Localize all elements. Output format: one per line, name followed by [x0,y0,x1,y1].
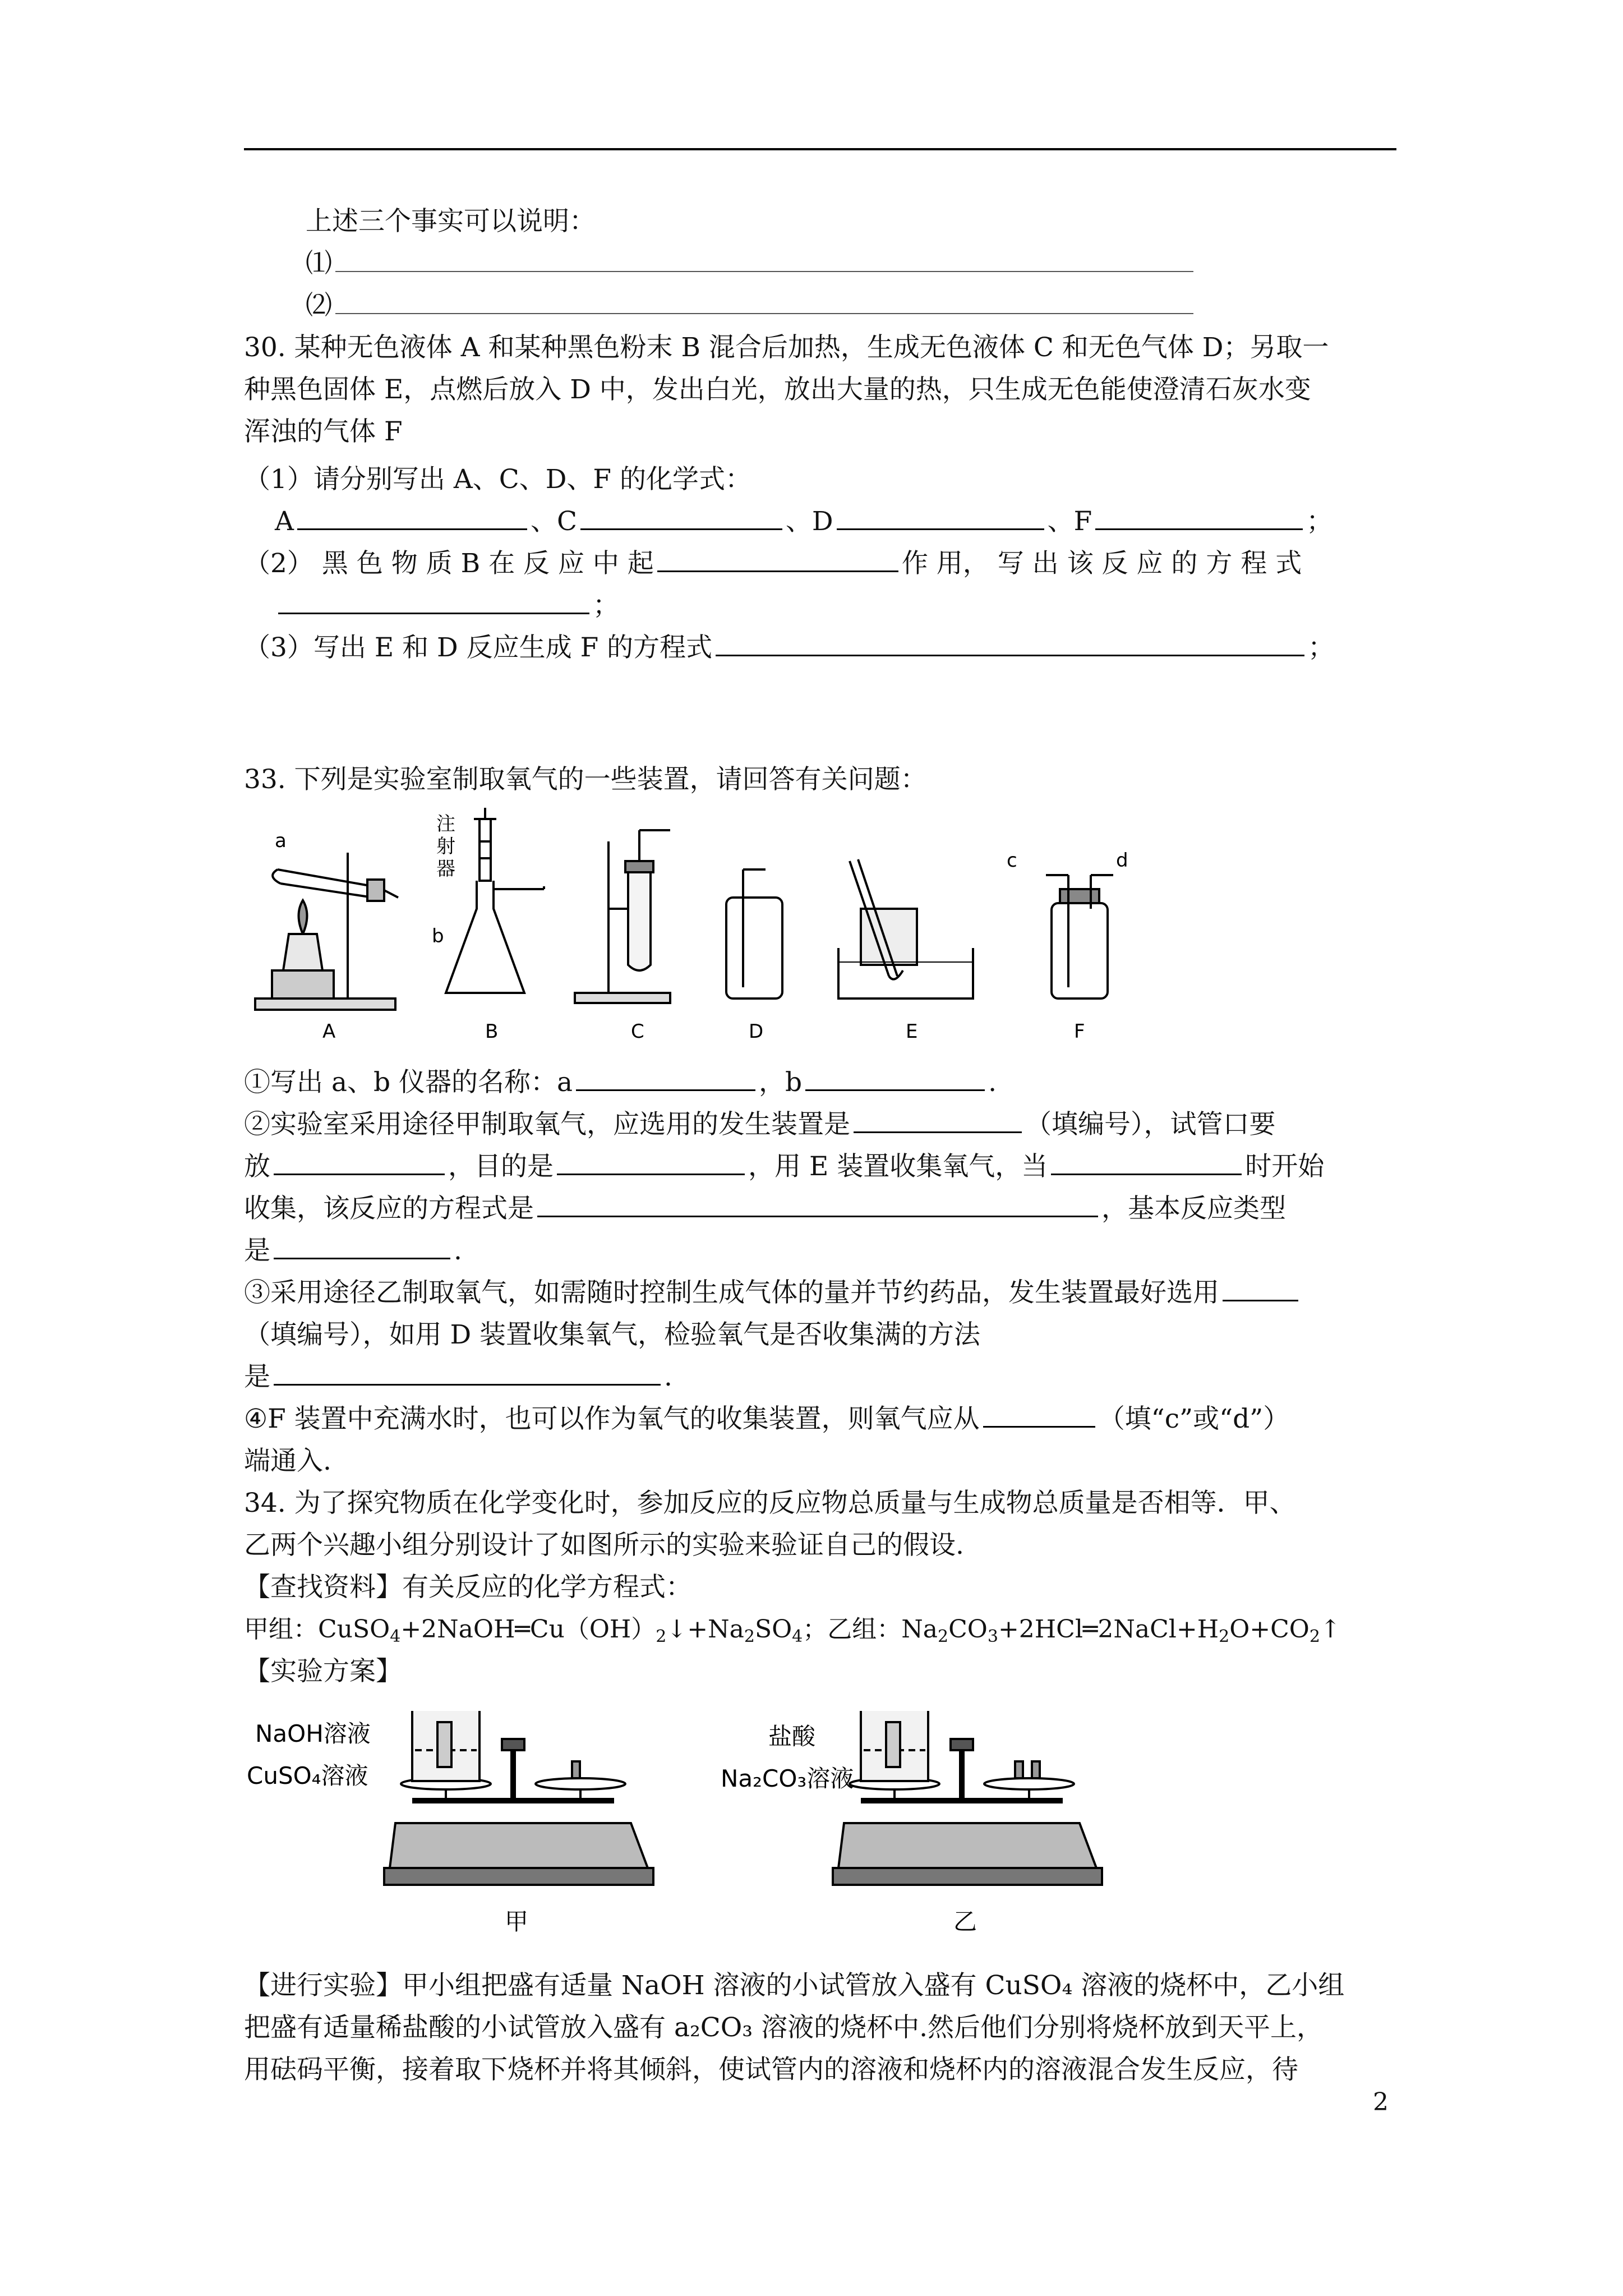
answer-blank[interactable] [805,1066,985,1091]
answer-blank[interactable] [335,247,1193,272]
q30-stem-1: 30. 某种无色液体 A 和某种黑色粉末 B 混合后加热，生成无色液体 C 和无色气体 D；另取一 [244,332,1329,363]
q33-sub-1: ①写出 a、b 仪器的名称：a ，b . [244,1067,997,1098]
caption-c: C [631,1020,644,1043]
apparatus-figure [244,808,1197,1043]
q30-part-3: （3）写出 E 和 D 反应生成 F 的方程式 ； [244,632,1335,663]
q34-experiment-2: 把盛有适量稀盐酸的小试管放入盛有 a₂CO₃ 溶液的烧杯中.然后他们分别将烧杯放到天平上， [244,2012,1324,2043]
q34-experiment-1: 【进行实验】甲小组把盛有适量 NaOH 溶液的小试管放入盛有 CuSO₄ 溶液的烧杯中，乙小组 [244,1970,1345,2001]
answer-blank[interactable] [274,1234,450,1259]
caption-d: D [749,1020,764,1043]
answer-blank-d[interactable] [837,505,1044,530]
label-b: b [432,925,444,947]
answer-blank[interactable] [278,589,589,614]
q33-sub-2-l1: ②实验室采用途径甲制取氧气，应选用的发生装置是 （填编号），试管口要 [244,1109,1276,1140]
apparatus-d [726,869,782,999]
apparatus-f [1046,875,1113,999]
answer-blank[interactable] [983,1402,1095,1428]
answer-blank[interactable] [657,547,898,572]
q30-part-1: （1）请分别写出 A、C、D、F 的化学式： [244,464,751,495]
q33-stem: 33. 下列是实验室制取氧气的一些装置，请回答有关问题： [244,764,927,795]
syringe-char-2: 射 [436,835,455,858]
answer-blank[interactable] [537,1192,1098,1217]
jia-cuso4-label: CuSO₄溶液 [247,1762,368,1789]
header-rule [244,148,1396,150]
intro-text: 上述三个事实可以说明： [306,206,596,237]
answer-blank[interactable] [557,1150,745,1175]
q30-stem-2: 种黑色固体 E，点燃后放入 D 中，发出白光，放出大量的热，只生成无色能使澄清石灰水变 [244,374,1311,405]
yi-na2co3-label: Na₂CO₃溶液 [721,1765,854,1792]
caption-f: F [1074,1020,1085,1043]
answer-blank-a[interactable] [297,505,527,530]
apparatus-c [575,830,670,1003]
balance-yi [833,1711,1102,1885]
yi-caption: 乙 [953,1908,978,1935]
answer-blank-f[interactable] [1095,505,1303,530]
intro-line-1: ⑴ [306,247,1197,280]
page-number: 2 [1373,2088,1389,2116]
label-c: c [1007,849,1017,872]
answer-blank[interactable] [1051,1150,1242,1175]
q34-equations: 甲组：$CuSO_4+2NaOH═Cu(OH)_2↓+Na_2SO_4$；乙组：$Na_2CO_3+2HCl═2NaCl+H_2O+CO_2↑$ [244,1615,1341,1646]
q34-reference-title: 【查找资料】有关反应的化学方程式： [244,1572,692,1603]
syringe-char-1: 注 [436,813,455,835]
label-a: a [275,830,287,852]
q33-sub-2-l3: 收集，该反应的方程式是 ，基本反应类型 [244,1193,1286,1224]
q30-stem-3: 浑浊的气体 F [244,416,403,447]
q34-plan-title: 【实验方案】 [244,1656,402,1687]
balance-jia [384,1711,653,1885]
label-d: d [1116,849,1128,872]
q33-sub-3-l3: 是 . [244,1361,672,1392]
q34-stem-2: 乙两个兴趣小组分别设计了如图所示的实验来验证自己的假设. [244,1530,964,1561]
caption-e: E [906,1020,918,1043]
yi-hcl-label: 盐酸 [768,1723,816,1750]
answer-blank[interactable] [335,289,1193,314]
apparatus-e [838,859,973,999]
q30-part-2-cont: ； [275,589,619,623]
q33-sub-3-l1: ③采用途径乙制取氧气，如需随时控制生成气体的量并节约药品，发生装置最好选用 [244,1276,1302,1310]
answer-blank[interactable] [854,1108,1022,1133]
answer-blank[interactable] [576,1066,755,1091]
q33-sub-4-l1: ④F 装置中充满水时，也可以作为氧气的收集装置，则氧气应从 （填“c”或“d”） [244,1404,1290,1434]
syringe-char-3: 器 [436,858,455,880]
q34-experiment-3: 用砝码平衡，接着取下烧杯并将其倾斜，使试管内的溶液和烧杯内的溶液混合发生反应，待 [244,2054,1298,2085]
caption-a: A [322,1020,336,1043]
answer-blank[interactable] [274,1150,445,1175]
q33-sub-4-l2: 端通入. [244,1446,331,1476]
q33-sub-2-l2: 放 ，目的是 ，用 E 装置收集氧气，当 时开始 [244,1151,1325,1182]
apparatus-b [446,808,544,993]
jia-caption: 甲 [505,1908,529,1935]
balance-figure [244,1700,1141,1935]
answer-blank[interactable] [1223,1276,1298,1301]
caption-b: B [485,1020,499,1043]
answer-blank-c[interactable] [580,505,782,530]
q30-part-2: （2） 黑 色 物 质 B 在 反 应 中 起 作 用， 写 出 该 反 应 的 方 程 式 [244,548,1302,579]
intro-line-2: ⑵ [306,289,1197,323]
q33-sub-3-l2: （填编号），如用 D 装置收集氧气，检验氧气是否收集满的方法 [244,1319,981,1350]
answer-blank[interactable] [716,631,1304,656]
answer-blank[interactable] [274,1360,661,1386]
q34-stem-1: 34. 为了探究物质在化学变化时，参加反应的反应物总质量与生成物总质量是否相等．甲、 [244,1488,1296,1519]
jia-naoh-label: NaOH溶液 [255,1720,371,1747]
q30-formula-blanks: A 、C 、D 、F ； [275,506,1333,537]
q33-sub-2-l4: 是 . [244,1235,462,1266]
apparatus-a [255,853,398,1010]
